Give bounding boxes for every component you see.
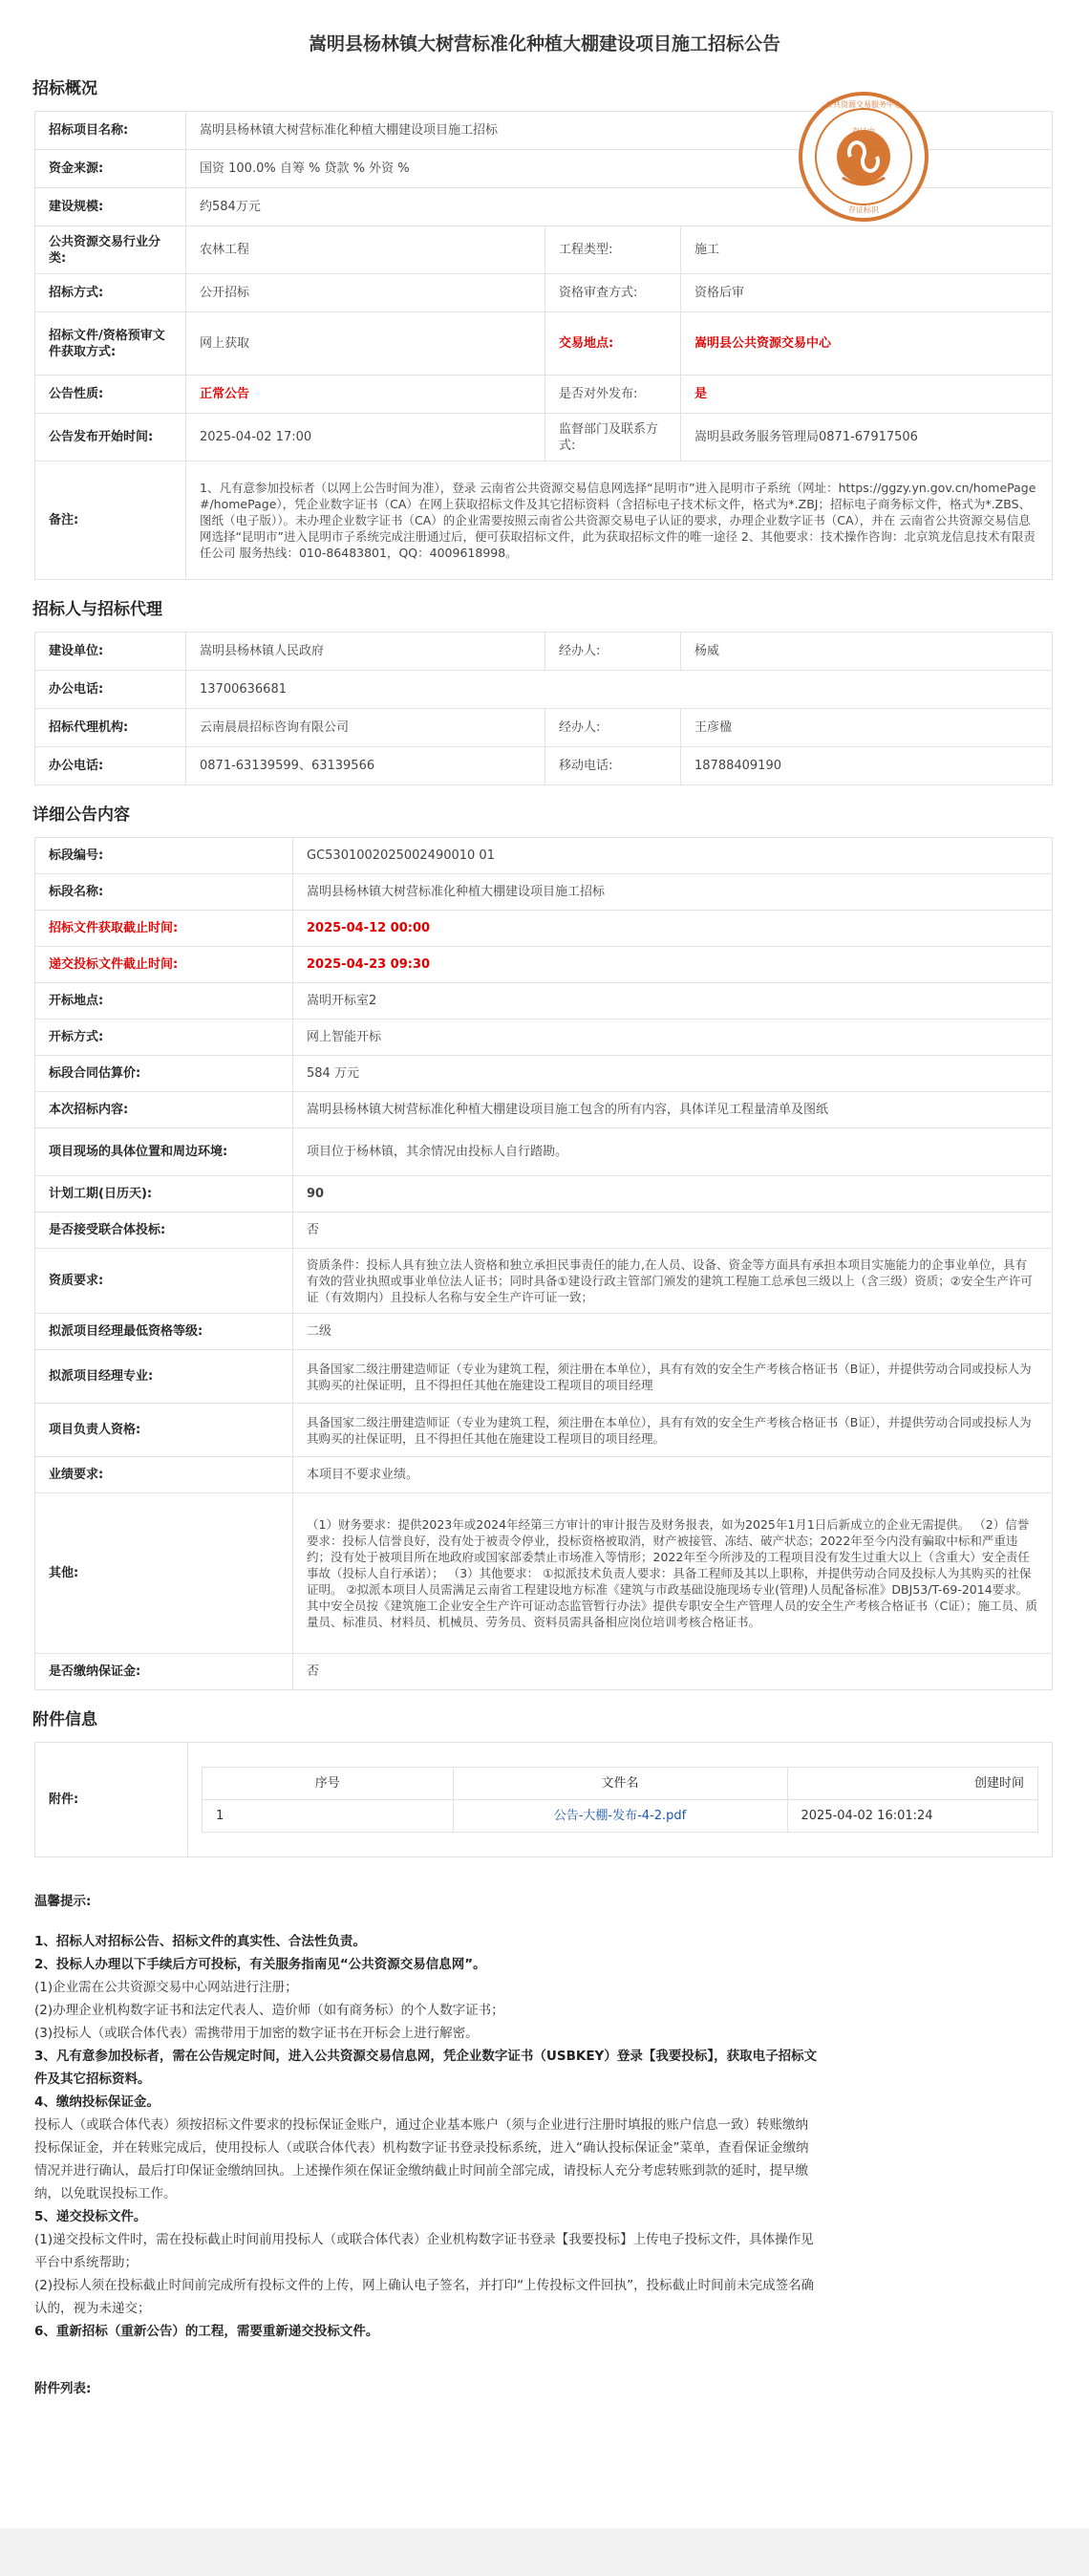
detail-table — [34, 837, 1053, 1690]
label: 资格审查方式: — [545, 274, 681, 312]
remarks-value: 1、凡有意参加投标者（以网上公告时间为准），登录 云南省公共资源交易信息网选择“昆明市”进入昆明市子系统（网址：https://ggzy.yn.gov.cn/homePage#/homePage），凭企业数字证书（CA）在网上获取招标文件及其它招标资料（含招标电子技术标文件，格式为*.ZBJ；招标电子商务标文件，格式为*.ZBS、图纸（电子版））。未办理企业数字证书（CA）的企业需要按照云南省公共资源交易电子认证的要求，办理企业数字证书（CA），并在 云南省公共资源交易信息网选择“昆明市”进入昆明市子系统完成注册通过后，便可获取招标文件，此为获取招标文件的唯一途径 2、其他要求：技术操作咨询：北京筑龙信息技术有限责任公司 服务热线：010-86483801，QQ：4009618998。 — [186, 462, 1053, 580]
label: 开标地点: — [35, 983, 293, 1020]
value: 嵩明县杨林镇人民政府 — [186, 633, 545, 671]
value: 嵩明县杨林镇大树营标准化种植大棚建设项目施工包含的所有内容，具体详见工程量清单及图纸 — [293, 1092, 1053, 1128]
value: 否 — [293, 1213, 1053, 1249]
label: 资质要求: — [35, 1249, 293, 1314]
value: 584 万元 — [293, 1056, 1053, 1092]
label: 本次招标内容: — [35, 1092, 293, 1128]
label: 经办人: — [545, 633, 681, 671]
label: 计划工期(日历天): — [35, 1176, 293, 1213]
notice-line: 投标人（或联合体代表）须按招标文件要求的投标保证金账户，通过企业基本账户（须与企业进行注册时填报的账户信息一致）转账缴纳投标保证金，并在转账完成后，使用投标人（或联合体代表）机构数字证书登录投标系统，进入“确认投标保证金”菜单，查看保证金缴纳情况并进行确认，最后打印保证金缴纳回执。上述操作须在保证金缴纳截止时间前全部完成，请投标人充分考虑转账到款的延时，提早缴纳，以免耽误投标工作。 — [34, 2117, 809, 2201]
value: 具备国家二级注册建造师证（专业为建筑工程，须注册在本单位），具有有效的安全生产考核合格证书（B证），并提供劳动合同或投标人为其购买的社保证明，且不得担任其他在施建设工程项目的项目经理 — [293, 1350, 1053, 1404]
section-title-attachment: 附件信息 — [32, 1710, 97, 1729]
seal-top-text: 公共资源交易服务中心 — [825, 100, 902, 109]
value: 90 — [293, 1176, 1053, 1213]
page-title: 嵩明县杨林镇大树营标准化种植大棚建设项目施工招标公告 — [308, 33, 780, 54]
value: 资格后审 — [681, 274, 1053, 312]
label: 开标方式: — [35, 1020, 293, 1056]
cell-created: 2025-04-02 16:01:24 — [787, 1800, 1038, 1833]
notice-line: 5、递交投标文件。 — [34, 2209, 147, 2224]
label-trading-place: 交易地点: — [545, 312, 681, 376]
label: 是否缴纳保证金: — [35, 1654, 293, 1690]
label: 公告性质: — [35, 376, 186, 414]
label: 工程类型: — [545, 226, 681, 274]
value: 王彦楹 — [681, 709, 1053, 747]
label: 公告发布开始时间: — [35, 414, 186, 462]
label: 项目现场的具体位置和周边环境: — [35, 1128, 293, 1176]
notice-line: (1)企业需在公共资源交易中心网站进行注册； — [34, 1980, 298, 1995]
section-title-detail: 详细公告内容 — [32, 805, 130, 825]
notice-title: 温馨提示: — [34, 1894, 92, 1909]
label: 拟派项目经理最低资格等级: — [35, 1314, 293, 1350]
value: 施工 — [681, 226, 1053, 274]
section-title-agent: 招标人与招标代理 — [32, 600, 162, 619]
footer-band — [0, 2528, 1089, 2576]
label: 拟派项目经理专业: — [35, 1350, 293, 1404]
label-doc-deadline: 招标文件获取截止时间: — [35, 911, 293, 947]
attachment-file-link[interactable]: 公告-大棚-发布-4-2.pdf — [453, 1800, 787, 1833]
label: 经办人: — [545, 709, 681, 747]
attachment-table — [34, 1742, 1053, 1857]
value: 公开招标 — [186, 274, 545, 312]
seal-mid-text: 存证中 — [852, 127, 875, 136]
notice-line: (1)递交投标文件时，需在投标截止时间前用投标人（或联合体代表）企业机构数字证书登录【我要投标】上传电子投标文件，具体操作见平台中系统帮助； — [34, 2232, 814, 2270]
value-bid-deadline: 2025-04-23 09:30 — [293, 947, 1053, 983]
value: 具备国家二级注册建造师证（专业为建筑工程，须注册在本单位），具有有效的安全生产考核合格证书（B证），并提供劳动合同或投标人为其购买的社保证明，且不得担任其他在施建设工程项目的项目经理。 — [293, 1404, 1053, 1457]
seal-bottom-text: 存证标识 — [848, 205, 879, 214]
label: 附件: — [35, 1743, 188, 1857]
official-seal-icon — [797, 90, 930, 224]
label: 资金来源: — [35, 150, 186, 188]
table-row — [203, 1800, 1038, 1833]
value: 嵩明县政务服务管理局0871-67917506 — [681, 414, 1053, 462]
label: 备注: — [35, 462, 186, 580]
label-bid-deadline: 递交投标文件截止时间: — [35, 947, 293, 983]
value: 否 — [293, 1654, 1053, 1690]
agent-table — [34, 632, 1053, 785]
notice-line: 6、重新招标（重新公告）的工程，需要重新递交投标文件。 — [34, 2324, 379, 2339]
value: 杨威 — [681, 633, 1053, 671]
attachment-list — [202, 1767, 1038, 1833]
value: 国资 100.0% 自筹 % 贷款 % 外资 % — [186, 150, 1053, 188]
label: 办公电话: — [35, 747, 186, 785]
label: 监督部门及联系方式: — [545, 414, 681, 462]
value: 0871-63139599、63139566 — [186, 747, 545, 785]
label: 业绩要求: — [35, 1457, 293, 1493]
value: 项目位于杨林镇，其余情况由投标人自行踏勘。 — [293, 1128, 1053, 1176]
value-published: 是 — [681, 376, 1053, 414]
notice-line: (2)投标人须在投标截止时间前完成所有投标文件的上传，网上确认电子签名，并打印“上传投标文件回执”，投标截止时间前未完成签名确认的，视为未递交； — [34, 2278, 815, 2316]
label: 招标方式: — [35, 274, 186, 312]
value-trading-place: 嵩明县公共资源交易中心 — [681, 312, 1053, 376]
col-header-created: 创建时间 — [787, 1768, 1038, 1800]
label: 建设规模: — [35, 188, 186, 226]
notice-block — [34, 1890, 818, 2400]
label: 是否接受联合体投标: — [35, 1213, 293, 1249]
notice-line: 1、招标人对招标公告、招标文件的真实性、合法性负责。 — [34, 1934, 366, 1949]
value-doc-deadline: 2025-04-12 00:00 — [293, 911, 1053, 947]
label: 是否对外发布: — [545, 376, 681, 414]
notice-line: 2、投标人办理以下手续后方可投标，有关服务指南见“公共资源交易信息网”。 — [34, 1957, 486, 1972]
label: 移动电话: — [545, 747, 681, 785]
label: 招标项目名称: — [35, 112, 186, 150]
value: 农林工程 — [186, 226, 545, 274]
value: GC5301002025002490010 01 — [293, 838, 1053, 874]
notice-line: 3、凡有意参加投标者，需在公告规定时间，进入公共资源交易信息网，凭企业数字证书（USBKEY）登录【我要投标】，获取电子招标文件及其它招标资料。 — [34, 2049, 818, 2087]
label: 招标文件/资格预审文件获取方式: — [35, 312, 186, 376]
value: 云南晨晨招标咨询有限公司 — [186, 709, 545, 747]
label: 标段名称: — [35, 874, 293, 911]
value: 2025-04-02 17:00 — [186, 414, 545, 462]
label: 项目负责人资格: — [35, 1404, 293, 1457]
col-header-filename: 文件名 — [453, 1768, 787, 1800]
notice-line: 4、缴纳投标保证金。 — [34, 2094, 160, 2110]
label: 公共资源交易行业分类: — [35, 226, 186, 274]
value: 嵩明县杨林镇大树营标准化种植大棚建设项目施工招标 — [293, 874, 1053, 911]
label: 标段编号: — [35, 838, 293, 874]
value: （1）财务要求：提供2023年或2024年经第三方审计的审计报告及财务报表，如为2025年1月1日后新成立的企业无需提供。 （2）信誉要求：投标人信誉良好，没有处于被责令停业，投标资格被取消，财产被接管、冻结、破产状态；2022年至今内没有骗取中标和严重违约；没有处于被项目所在地政府或国家部委禁止市场准入等情形；2022年至今所涉及的工程项目没有发生过重大以上（含重大）安全责任事故（投标人自行承诺）； （3）其他要求： ①拟派技术负责人要求：具备工程师及其以上职称，并提供劳动合同及投标人为其购买的社保证明。 ②拟派本项目人员需满足云南省工程建设地方标准《建筑与市政基础设施现场专业(管理)人员配备标准》DBJ53/T-69-2014要求。其中安全员按《建筑施工企业安全生产许可证动态监管暂行办法》提供专职安全生产管理人员的安全生产考核合格证书（C证）；施工员、质量员、标准员、材料员、机械员、劳务员、资料员需具备相应岗位培训考核合格证书。 — [293, 1493, 1053, 1654]
value: 二级 — [293, 1314, 1053, 1350]
value: 本项目不要求业绩。 — [293, 1457, 1053, 1493]
label: 建设单位: — [35, 633, 186, 671]
value: 网上获取 — [186, 312, 545, 376]
attachment-list-label: 附件列表: — [34, 2381, 92, 2396]
value: 资质条件：投标人具有独立法人资格和独立承担民事责任的能力,在人员、设备、资金等方面具有承担本项目实施能力的企事业单位，具有有效的营业执照或事业单位法人证书；同时具备①建设行政主管部门颁发的建筑工程施工总承包三级以上（含三级）资质；②安全生产许可证（有效期内）且投标人名称与安全生产许可证一致； — [293, 1249, 1053, 1314]
value-notice-type: 正常公告 — [186, 376, 545, 414]
value: 嵩明县杨林镇大树营标准化种植大棚建设项目施工招标 — [186, 112, 1053, 150]
value: 约584万元 — [186, 188, 1053, 226]
value: 网上智能开标 — [293, 1020, 1053, 1056]
value: 13700636681 — [186, 671, 1053, 709]
cell-index: 1 — [203, 1800, 454, 1833]
notice-line: (2)办理企业机构数字证书和法定代表人、造价师（如有商务标）的个人数字证书； — [34, 2003, 504, 2018]
col-header-index: 序号 — [203, 1768, 454, 1800]
label: 招标代理机构: — [35, 709, 186, 747]
value: 嵩明开标室2 — [293, 983, 1053, 1020]
value: 18788409190 — [681, 747, 1053, 785]
label: 其他: — [35, 1493, 293, 1654]
notice-line: (3)投标人（或联合体代表）需携带用于加密的数字证书在开标会上进行解密。 — [34, 2026, 479, 2041]
label: 办公电话: — [35, 671, 186, 709]
section-title-overview: 招标概况 — [32, 79, 97, 98]
label: 标段合同估算价: — [35, 1056, 293, 1092]
